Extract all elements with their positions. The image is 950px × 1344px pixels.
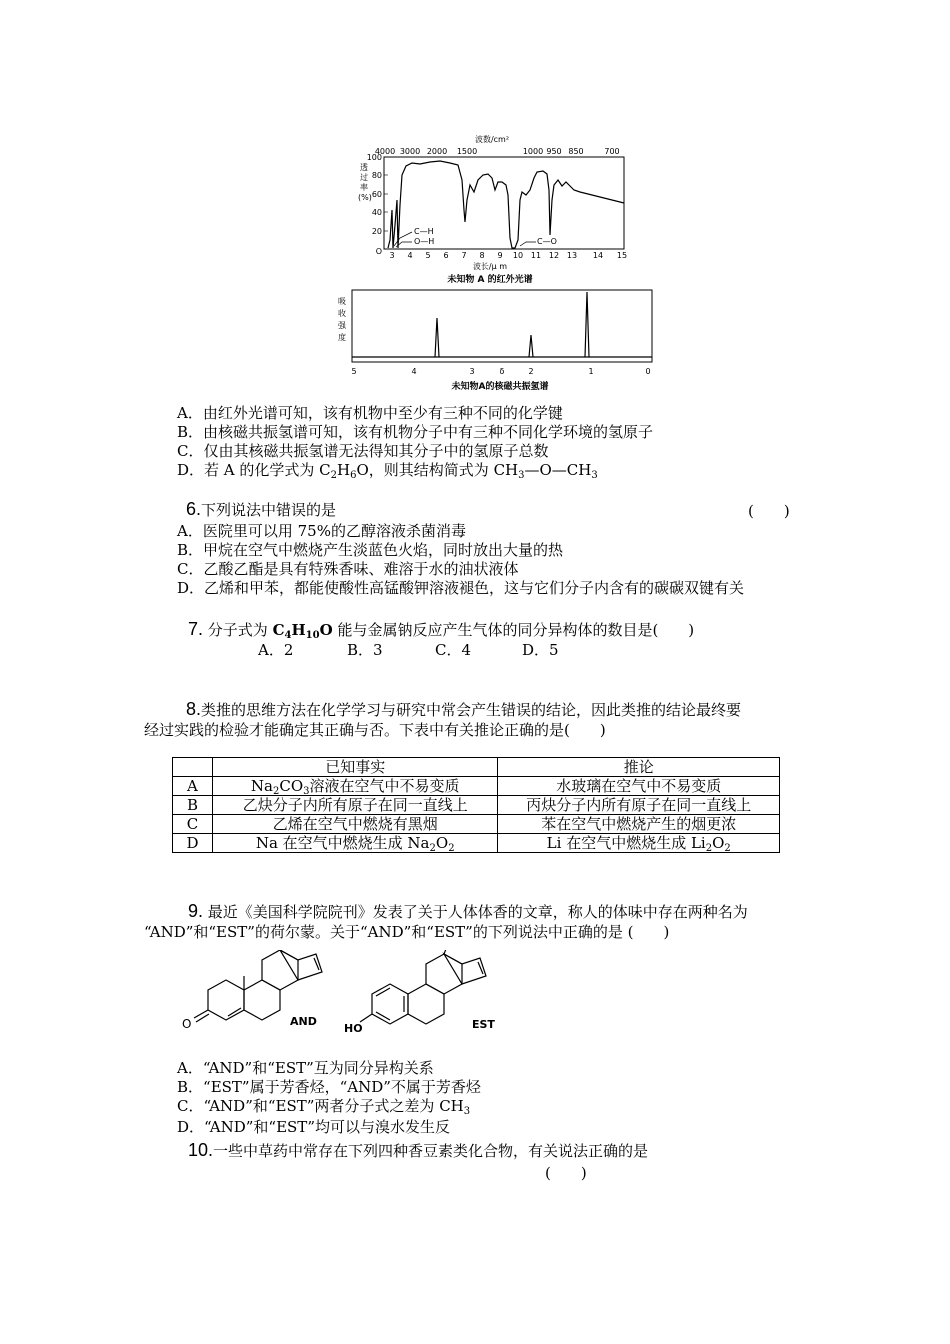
ir-x-tick: 7 bbox=[461, 251, 467, 260]
q9-option-b: B．“EST”属于芳香烃，“AND”不属于芳香烃 bbox=[177, 1078, 481, 1096]
ir-top-tick: 850 bbox=[568, 147, 584, 156]
est-ho-label: HO bbox=[344, 1022, 363, 1035]
q8-stem-line1: 8.类推的思维方法在化学学习与研究中常会产生错误的结论，因此类推的结论最终要 bbox=[186, 699, 742, 719]
nmr-y-label: 收 bbox=[338, 309, 346, 318]
q10-number: 10. bbox=[188, 1140, 214, 1160]
ir-x-tick: 10 bbox=[512, 251, 524, 260]
and-o-label: O bbox=[182, 1017, 192, 1031]
ir-y-tick: 20 bbox=[371, 227, 382, 236]
ir-top-tick: 1500 bbox=[456, 147, 478, 156]
q7-option-a: A．2 bbox=[258, 641, 294, 659]
nmr-x-tick: 4 bbox=[411, 367, 417, 376]
ir-x-tick: 15 bbox=[616, 251, 628, 260]
q7-option-c: C．4 bbox=[435, 641, 472, 659]
q6-stem: 6.下列说法中错误的是 bbox=[186, 499, 337, 519]
nmr-x-tick: 5 bbox=[351, 367, 357, 376]
ir-spectrum-figure bbox=[340, 130, 640, 290]
ir-caption: 未知物 A 的红外光谱 bbox=[447, 275, 533, 285]
q10-stem: 10.一些中草药中常存在下列四种香豆素类化合物，有关说法正确的是 bbox=[188, 1140, 649, 1160]
ir-y-tick: O bbox=[375, 247, 382, 256]
nmr-spectrum-figure bbox=[330, 288, 660, 396]
ir-top-tick: 3000 bbox=[399, 147, 421, 156]
nmr-x-tick: δ bbox=[499, 367, 505, 376]
q8-number: 8. bbox=[186, 699, 202, 719]
ir-annotation-oh: O—H bbox=[414, 237, 435, 246]
ir-x-tick: 13 bbox=[566, 251, 578, 260]
table-header-cell: 推论 bbox=[498, 758, 780, 777]
q6-option-a: A．医院里可以用 75%的乙醇溶液杀菌消毒 bbox=[177, 522, 466, 540]
q6-paren: ( ) bbox=[748, 502, 790, 520]
nmr-peak bbox=[529, 335, 533, 357]
q5-option-b: B．由核磁共振氢谱可知，该有机物分子中有三种不同化学环境的氢原子 bbox=[177, 423, 654, 441]
table-row: D Na 在空气中燃烧生成 $Na_2O_2$ Li 在空气中燃烧生成 $Li_2O_2$ bbox=[173, 834, 780, 853]
ir-top-tick: 4000 bbox=[374, 147, 396, 156]
ir-x-tick: 11 bbox=[530, 251, 542, 260]
table-row: C 乙烯在空气中燃烧有黑烟 苯在空气中燃烧产生的烟更浓 bbox=[173, 815, 780, 834]
ir-x-tick: 8 bbox=[479, 251, 485, 260]
q9-number: 9. bbox=[188, 901, 204, 921]
nmr-y-label: 吸 bbox=[338, 297, 346, 306]
ir-x-tick: 4 bbox=[407, 251, 413, 260]
ir-annotation-ch: C—H bbox=[414, 227, 434, 236]
q9-option-a: A．“AND”和“EST”互为同分异构关系 bbox=[177, 1059, 434, 1077]
q9-option-d: D．“AND”和“EST”均可以与溴水发生反 bbox=[177, 1118, 450, 1136]
ir-y-tick: 40 bbox=[371, 208, 382, 217]
q9-option-c: C．“AND”和“EST”两者分子式之差为 $CH_3$ bbox=[177, 1097, 471, 1117]
ir-x-tick: 12 bbox=[548, 251, 560, 260]
ir-top-tick: 1000 bbox=[522, 147, 544, 156]
ir-x-tick: 3 bbox=[389, 251, 395, 260]
nmr-peak bbox=[585, 292, 589, 357]
q9-stem-line2: “AND”和“EST”的荷尔蒙。关于“AND”和“EST”的下列说法中正确的是 ( ) bbox=[144, 923, 670, 941]
nmr-peak bbox=[435, 318, 439, 357]
q7-option-b: B．3 bbox=[347, 641, 383, 659]
q6-number: 6. bbox=[186, 499, 202, 519]
q8-table bbox=[172, 757, 780, 853]
ir-x-label: 波长/μ m bbox=[472, 262, 508, 271]
table-header-row bbox=[173, 758, 780, 777]
ir-top-tick: 700 bbox=[604, 147, 620, 156]
and-label: AND bbox=[290, 1015, 317, 1028]
ir-y-tick: 80 bbox=[371, 171, 382, 180]
q5-option-d: D．若 A 的化学式为 $C_2H_6O$，则其结构简式为 $CH_3—O—CH_3$ bbox=[177, 461, 598, 481]
q6-option-c: C．乙酸乙酯是具有特殊香味、难溶于水的油状液体 bbox=[177, 560, 519, 578]
est-molecule bbox=[342, 950, 512, 1040]
q7-option-d: D．5 bbox=[522, 641, 559, 659]
nmr-x-tick: 2 bbox=[528, 367, 534, 376]
ir-y-label: (%) bbox=[358, 193, 372, 202]
table-header-cell bbox=[173, 758, 213, 777]
ir-y-label: 透 bbox=[360, 163, 368, 172]
q5-option-a: A．由红外光谱可知，该有机物中至少有三种不同的化学键 bbox=[177, 404, 563, 422]
ir-annotation-co: C—O bbox=[537, 237, 557, 246]
ir-y-label: 过 bbox=[360, 173, 368, 182]
ir-x-tick: 5 bbox=[425, 251, 431, 260]
ir-top-tick: 950 bbox=[546, 147, 562, 156]
q10-paren: ( ) bbox=[545, 1164, 587, 1182]
ir-x-tick: 14 bbox=[592, 251, 604, 260]
table-header-cell: 已知事实 bbox=[212, 758, 498, 777]
ir-y-tick: 100 bbox=[366, 153, 382, 162]
nmr-x-tick: 0 bbox=[645, 367, 651, 376]
q9-stem-line1: 9. 最近《美国科学院院刊》发表了关于人体体香的文章，称人的体味中存在两种名为 bbox=[188, 901, 748, 921]
table-row: B 乙炔分子内所有原子在同一直线上 丙炔分子内所有原子在同一直线上 bbox=[173, 796, 780, 815]
nmr-caption: 未知物A的核磁共振氢谱 bbox=[451, 382, 549, 392]
nmr-y-label: 强 bbox=[338, 321, 346, 330]
nmr-y-label: 度 bbox=[338, 333, 346, 342]
q6-option-b: B．甲烷在空气中燃烧产生淡蓝色火焰，同时放出大量的热 bbox=[177, 541, 564, 559]
ir-y-tick: 60 bbox=[371, 190, 382, 199]
ir-top-tick: 2000 bbox=[426, 147, 448, 156]
ir-x-tick: 6 bbox=[443, 251, 449, 260]
q7-number: 7. bbox=[188, 619, 204, 639]
nmr-x-tick: 3 bbox=[469, 367, 475, 376]
ir-y-label: 率 bbox=[360, 183, 368, 192]
ir-x-tick: 9 bbox=[497, 251, 503, 260]
ir-top-label: 波数/cm² bbox=[474, 135, 510, 144]
q6-option-d: D．乙烯和甲苯，都能使酸性高锰酸钾溶液褪色，这与它们分子内含有的碳碳双键有关 bbox=[177, 579, 745, 597]
table-row: A $Na_2CO_3$溶液在空气中不易变质 水玻璃在空气中不易变质 bbox=[173, 777, 780, 796]
q7-stem: 7. 分子式为 $C_4H_{10}O$ 能与金属钠反应产生气体的同分异构体的数目是( ) bbox=[188, 619, 695, 641]
and-molecule bbox=[178, 950, 338, 1040]
q8-stem-line2: 经过实践的检验才能确定其正确与否。下表中有关推论正确的是( ) bbox=[144, 721, 606, 739]
est-label: EST bbox=[472, 1018, 495, 1031]
nmr-x-tick: 1 bbox=[588, 367, 594, 376]
q5-option-c: C．仅由其核磁共振氢谱无法得知其分子中的氢原子总数 bbox=[177, 442, 549, 460]
